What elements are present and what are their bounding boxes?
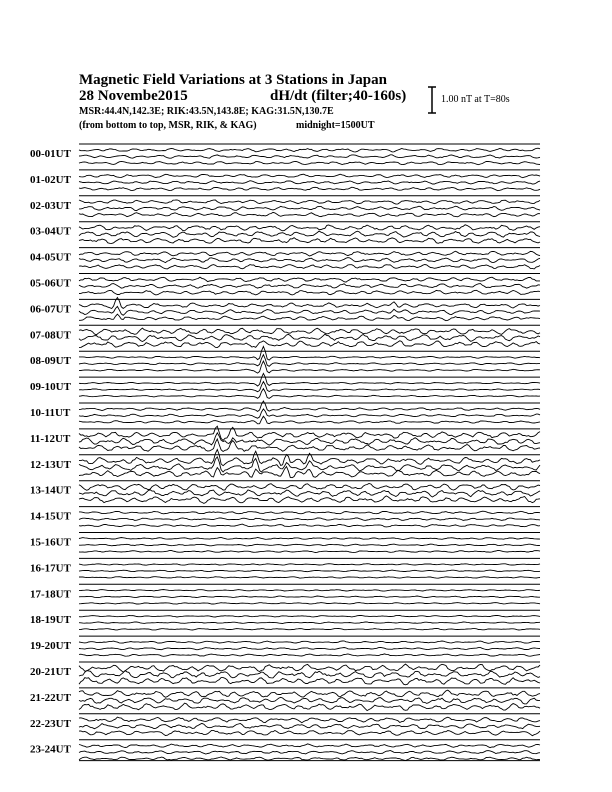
trace-KAG bbox=[79, 615, 540, 617]
trace-MSR bbox=[79, 629, 540, 631]
trace-KAG bbox=[79, 744, 540, 748]
trace-RIK bbox=[79, 596, 540, 598]
scale-label: 1.00 nT at T=80s bbox=[441, 94, 510, 105]
row-01-02UT bbox=[30, 170, 540, 191]
row-14-15UT bbox=[30, 507, 540, 527]
trace-RIK bbox=[79, 409, 540, 418]
hour-label: 01-02UT bbox=[30, 173, 71, 186]
trace-MSR bbox=[79, 265, 540, 269]
hour-label: 15-16UT bbox=[30, 536, 71, 549]
trace-RIK bbox=[79, 231, 540, 237]
row-17-18UT bbox=[30, 584, 540, 604]
hour-label: 09-10UT bbox=[30, 381, 71, 394]
row-04-05UT bbox=[30, 248, 540, 269]
row-11-12UT bbox=[30, 426, 540, 451]
chart-title: Magnetic Field Variations at 3 Stations in Japan bbox=[79, 72, 387, 88]
trace-RIK bbox=[79, 334, 540, 341]
row-02-03UT bbox=[30, 196, 540, 217]
row-22-23UT bbox=[30, 714, 540, 736]
quantity-label: dH/dt (filter;40-160s) bbox=[270, 88, 407, 104]
row-12-13UT bbox=[30, 450, 540, 478]
hour-label: 18-19UT bbox=[30, 614, 71, 627]
trace-MSR bbox=[79, 161, 540, 164]
row-13-14UT bbox=[30, 481, 540, 504]
trace-RIK bbox=[79, 697, 540, 704]
trace-MSR bbox=[79, 654, 540, 656]
trace-KAG bbox=[79, 564, 540, 566]
row-03-04UT bbox=[30, 222, 540, 244]
trace-MSR bbox=[79, 603, 540, 605]
trace-RIK bbox=[79, 570, 540, 572]
row-23-24UT bbox=[30, 740, 540, 761]
trace-KAG bbox=[79, 426, 540, 440]
hour-label: 21-22UT bbox=[30, 691, 71, 704]
trace-KAG bbox=[79, 538, 540, 540]
row-07-08UT bbox=[30, 325, 540, 347]
row-19-20UT bbox=[30, 636, 540, 656]
hour-label: 12-13UT bbox=[30, 458, 71, 471]
hour-label: 20-21UT bbox=[30, 666, 71, 678]
trace-KAG bbox=[79, 225, 540, 231]
trace-KAG bbox=[79, 641, 540, 643]
row-08-09UT bbox=[30, 346, 540, 373]
hour-label: 07-08UT bbox=[30, 329, 71, 342]
hour-label: 22-23UT bbox=[30, 717, 71, 730]
trace-KAG bbox=[79, 373, 540, 386]
hour-label: 02-03UT bbox=[30, 199, 71, 212]
row-18-19UT bbox=[30, 610, 540, 630]
hour-label: 16-17UT bbox=[30, 562, 71, 575]
trace-MSR bbox=[79, 238, 540, 244]
trace-MSR bbox=[79, 187, 540, 191]
trace-RIK bbox=[79, 258, 540, 263]
hour-label: 00-01UT bbox=[30, 148, 71, 160]
trace-RIK bbox=[79, 751, 540, 755]
hour-label: 08-09UT bbox=[30, 355, 71, 368]
trace-KAG bbox=[79, 148, 540, 152]
trace-MSR bbox=[79, 416, 540, 424]
hour-label: 23-24UT bbox=[30, 743, 71, 756]
trace-KAG bbox=[79, 328, 540, 335]
trace-KAG bbox=[79, 277, 540, 282]
trace-RIK bbox=[79, 544, 540, 546]
trace-RIK bbox=[79, 622, 540, 624]
trace-KAG bbox=[79, 590, 540, 592]
hour-label: 10-11UT bbox=[30, 407, 71, 419]
hour-label: 03-04UT bbox=[30, 225, 71, 238]
trace-RIK bbox=[79, 671, 540, 678]
trace-MSR bbox=[79, 703, 540, 711]
row-00-01UT bbox=[30, 144, 540, 165]
trace-RIK bbox=[79, 490, 540, 497]
row-09-10UT bbox=[30, 373, 540, 398]
trace-MSR bbox=[79, 467, 540, 478]
hour-label: 14-15UT bbox=[30, 510, 71, 523]
row-10-11UT bbox=[30, 401, 540, 424]
trace-RIK bbox=[79, 155, 540, 158]
trace-MSR bbox=[79, 290, 540, 295]
trace-MSR bbox=[79, 551, 540, 553]
trace-MSR bbox=[79, 730, 540, 735]
trace-MSR bbox=[79, 577, 540, 579]
row-06-07UT bbox=[30, 298, 540, 321]
trace-MSR bbox=[79, 212, 540, 216]
trace-KAG bbox=[79, 174, 540, 178]
hour-label: 05-06UT bbox=[30, 277, 71, 290]
trace-RIK bbox=[79, 647, 540, 649]
trace-RIK bbox=[79, 284, 540, 289]
row-20-21UT bbox=[30, 662, 540, 685]
trace-RIK bbox=[79, 518, 540, 521]
station-coordinates: MSR:44.4N,142.3E; RIK:43.5N,143.8E; KAG:31.5N,130.7E bbox=[79, 106, 334, 117]
trace-KAG bbox=[79, 346, 540, 360]
trace-MSR bbox=[79, 757, 540, 761]
trace-KAG bbox=[79, 251, 540, 256]
trace-KAG bbox=[79, 484, 540, 491]
hour-label: 06-07UT bbox=[30, 303, 71, 316]
trace-KAG bbox=[79, 450, 540, 466]
row-05-06UT bbox=[30, 274, 540, 295]
hour-label: 04-05UT bbox=[30, 251, 71, 264]
row-16-17UT bbox=[30, 558, 540, 578]
hour-label: 13-14UT bbox=[30, 484, 71, 497]
trace-KAG bbox=[79, 717, 540, 723]
chart-date: 28 Novembe2015 bbox=[79, 88, 188, 104]
trace-RIK bbox=[79, 723, 540, 728]
trace-MSR bbox=[79, 524, 540, 527]
trace-KAG bbox=[79, 511, 540, 514]
trace-KAG bbox=[79, 664, 540, 672]
trace-KAG bbox=[79, 690, 540, 697]
row-15-16UT bbox=[30, 533, 540, 553]
row-21-22UT bbox=[30, 688, 540, 711]
trace-RIK bbox=[79, 206, 540, 210]
hour-label: 17-18UT bbox=[30, 588, 71, 601]
trace-RIK bbox=[79, 181, 540, 184]
trace-MSR bbox=[79, 678, 540, 685]
hour-label: 19-20UT bbox=[30, 640, 71, 653]
station-order-note: (from bottom to top, MSR, RIK, & KAG) bbox=[79, 120, 257, 131]
hour-label: 11-12UT bbox=[30, 432, 71, 445]
trace-KAG bbox=[79, 200, 540, 204]
trace-MSR bbox=[79, 314, 540, 321]
midnight-note: midnight=1500UT bbox=[296, 120, 375, 131]
